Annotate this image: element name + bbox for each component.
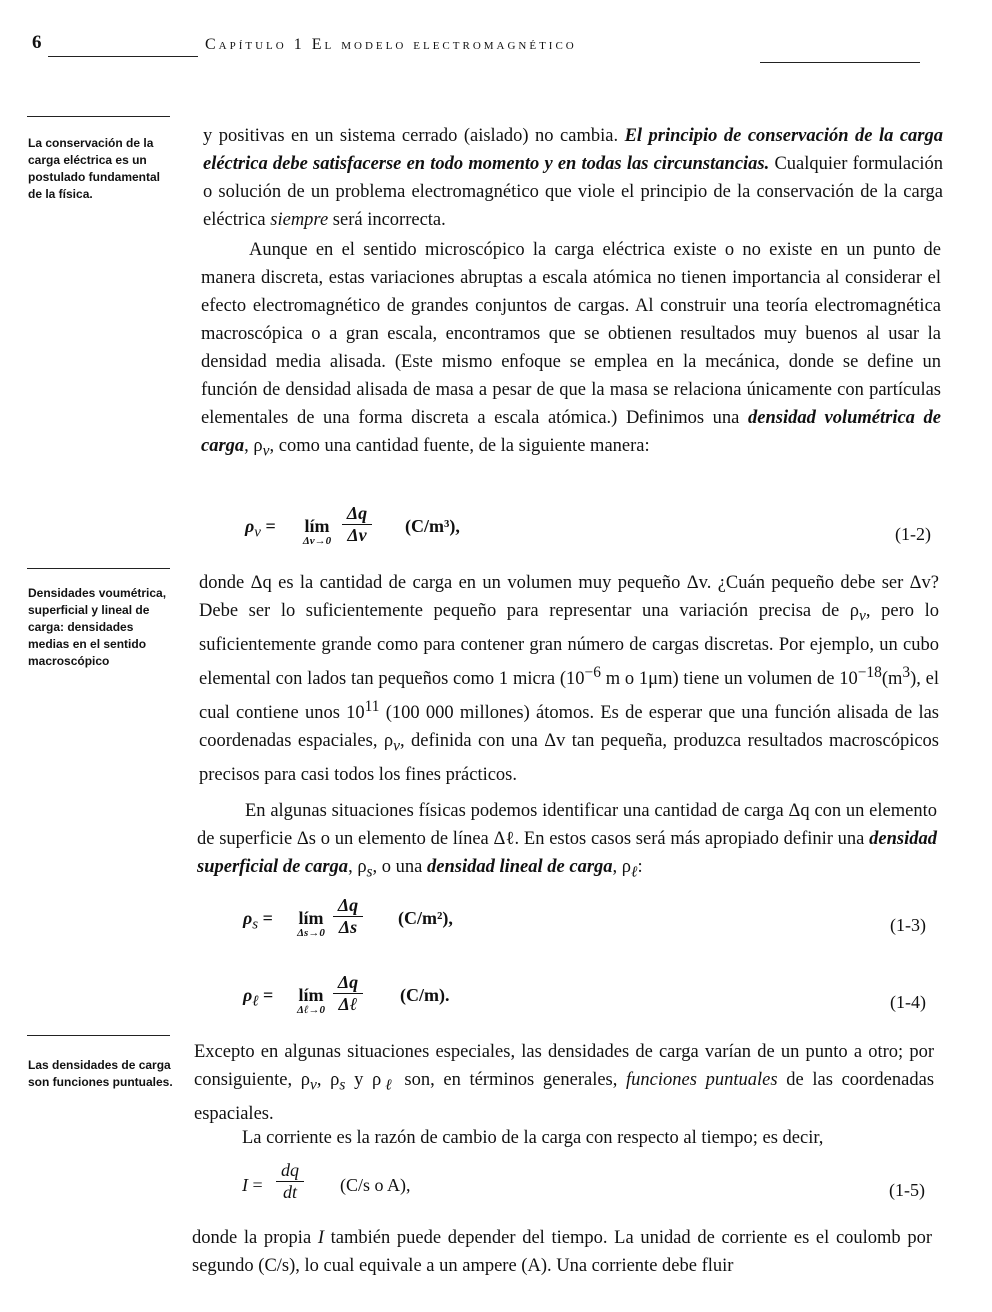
p3-b: , pero lo suficientemente grande como para contener gran número de cargas discretas. Por ejemplo, un cubo elemental con lados tan pequeños como 1 micra (10 [199,601,939,689]
eq1-lim-sub: Δv→0 [302,535,332,547]
margin-note-conservation: La conservación de la carga eléctrica es un postulado fundamental de la física. [28,136,160,201]
eq4-den: dt [282,1182,297,1202]
p1-e: será incorrecta. [328,210,446,230]
p1-principle: El principio de conservación de la carga eléctrica debe satisfacerse en todo momento y en todas las circunstancias. [203,126,943,174]
paragraph-4 [197,797,937,887]
p4-c-sub: s [366,863,373,881]
eq3-fraction [333,972,363,1015]
p3-a: donde Δq es la cantidad de carga en un volumen muy pequeño Δv. ¿Cuán pequeño debe ser Δv? Debe ser lo suficientemente pequeño para representar una variación precisa de ρ [199,573,939,621]
running-head: Capítulo 1 El modelo electromagnético [205,36,577,53]
eq2-rho-sub: s [252,916,259,933]
eq2-lim [289,908,333,939]
eq4-lhs [242,1175,263,1196]
equation-number-1-3: (1-3) [890,915,926,935]
p7-a: donde la propia [192,1228,318,1248]
paragraph-5 [194,1038,934,1128]
margin-note-point-functions: Las densidades de carga son funciones puntuales. [28,1058,173,1089]
note-rule-1 [27,116,170,117]
note-rule-2 [27,568,170,569]
p3-d: (m [881,668,903,689]
eq1-rho-sub: v [254,524,261,541]
note-rule-3 [27,1035,170,1036]
p4-g: : [637,857,643,877]
p5-b: , ρ [316,1070,340,1090]
eq4-units: (C/s o A), [340,1175,411,1195]
eq3-den: Δℓ [338,994,358,1014]
p4-line-term: densidad lineal de carga [427,857,613,877]
p5-b-sub: s [339,1076,346,1094]
page-number: 6 [32,32,42,53]
p3-f: (100 000 millones) átomos. Es de esperar que una función alisada de las coordenadas espaciales, ρ [199,703,939,751]
p3-e: ), el cual contiene unos 10 [199,668,940,723]
margin-note-densities: Densidades voumétrica, superficial y lineal de carga: densidades medias en el sentido macroscópico [28,586,167,668]
eq1-lhs [245,516,276,542]
p3-d-sup: 3 [902,663,911,681]
paragraph-2 [201,236,941,466]
eq3-rho-sub: ℓ [252,993,259,1010]
p4-a: En algunas situaciones físicas podemos identificar una cantidad de carga Δq con un elemento de superficie Δs o un elemento de línea Δℓ. En estos casos será más apropiado definir una [197,801,937,849]
p5-a-sub: v [310,1076,317,1094]
paragraph-6: La corriente es la razón de cambio de la carga con respecto al tiempo; es decir, [242,1128,824,1148]
p5-d: son, en términos generales, [395,1070,627,1090]
eq1-lim-text: lím [304,516,330,536]
eq1-rho: ρ [245,516,255,536]
p3-a-sub: v [859,607,866,625]
p2-a: Aunque en el sentido microscópico la carga eléctrica existe o no existe en un punto de manera discreta, estas variaciones abruptas a escala atómica no tienen importancia al considerar el efecto electromagnético de grandes conjuntos de cargas. Al construir una teoría electromagnética macroscópica o a gran escala, encontramos que se obtienen resultados muy buenos al usar la densidad media alisada. (Este mismo enfoque se emplea en la mecánica, donde se define un función de densidad alisada de masa a pesar de que la masa se relaciona únicamente con partículas elementales de una forma discreta a escala atómica.) Definimos una [201,240,941,428]
eq2-lhs [243,908,273,934]
eq3-units: (C/m). [400,985,450,1005]
p4-d: , o una [372,857,428,877]
p7-c: también puede depender del tiempo. La unidad de corriente es el coulomb por segundo (C/s), lo cual equivale a un ampere (A). Una corriente debe fluir [192,1228,933,1276]
p3-b-sup: −6 [584,663,601,681]
p5-a: Excepto en algunas situaciones especiales, las densidades de carga varían de un punto a otro; por consiguiente, ρ [194,1042,934,1090]
eq1-lim [293,516,341,547]
eq2-lim-text: lím [298,908,324,928]
p2-d: , como una cantidad fuente, de la siguiente manera: [269,436,650,456]
eq4-num: dq [276,1160,304,1182]
p5-point-functions: funciones puntuales [626,1070,778,1090]
p5-c: y ρ [345,1070,382,1090]
p4-f: , ρ [612,857,632,877]
equation-1-2 [245,503,545,555]
equation-1-5 [242,1160,502,1212]
equation-1-4 [243,972,543,1024]
p3-c: m o 1μm) tiene un volumen de 10 [600,668,858,689]
p4-surface-term: densidad superficial de carga [197,829,937,877]
eq3-lim-text: lím [298,985,324,1005]
p1-c: Cualquier formulación o solución de un problema electromagnético que viole el principio de la conservación de la carga eléctrica [203,154,943,230]
eq2-lim-sub: Δs→0 [297,927,325,939]
eq3-lim-sub: Δℓ→0 [296,1004,326,1016]
p1-a: y positivas en un sistema cerrado (aislado) no cambia. [203,126,625,146]
equation-number-1-4: (1-4) [890,992,926,1012]
eq4-fraction [276,1160,304,1203]
paragraph-7 [192,1224,932,1280]
eq1-fraction [342,503,372,546]
p2-term: densidad volumétrica de carga [201,408,942,456]
eq2-units: (C/m²), [398,908,453,928]
eq4-current: I [242,1175,248,1195]
paragraph-3 [199,569,939,789]
p3-c-sup: −18 [857,663,882,681]
p4-c: , ρ [348,857,367,877]
header-rule-right [760,62,920,63]
eq1-units: (C/m³), [405,516,460,536]
p5-c-sub: ℓ [381,1076,396,1094]
eq3-lhs [243,985,273,1011]
eq1-den: Δv [347,525,367,545]
eq3-lim [289,985,333,1016]
p3-f-sub: v [393,737,400,755]
eq2-rho: ρ [243,908,253,928]
paragraph-1 [203,122,943,234]
eq2-den: Δs [338,917,358,937]
p5-f: de las coordenadas espaciales. [194,1070,935,1124]
eq3-equals: = [258,985,274,1005]
equation-number-1-5: (1-5) [889,1180,925,1200]
header-rule-left [48,56,198,57]
eq2-equals: = [258,908,273,928]
p4-f-sub: ℓ [631,863,638,881]
eq1-equals: = [260,516,276,536]
p3-g: , definida con una Δv tan pequeña, produzca resultados macroscópicos precisos para casi todos los fines prácticos. [199,731,939,785]
eq4-equals: = [248,1175,263,1195]
p7-current-symbol: I [317,1228,324,1248]
p2-c-sub: v [262,442,270,460]
eq3-num: Δq [333,972,363,994]
eq2-fraction [333,895,363,938]
eq1-num: Δq [342,503,372,525]
equation-1-3 [243,895,543,947]
p1-always: siempre [270,210,329,230]
equation-number-1-2: (1-2) [895,524,931,544]
eq2-num: Δq [333,895,363,917]
p3-e-sup: 11 [364,697,380,715]
eq3-rho: ρ [243,985,253,1005]
p2-c: , ρ [244,436,263,456]
